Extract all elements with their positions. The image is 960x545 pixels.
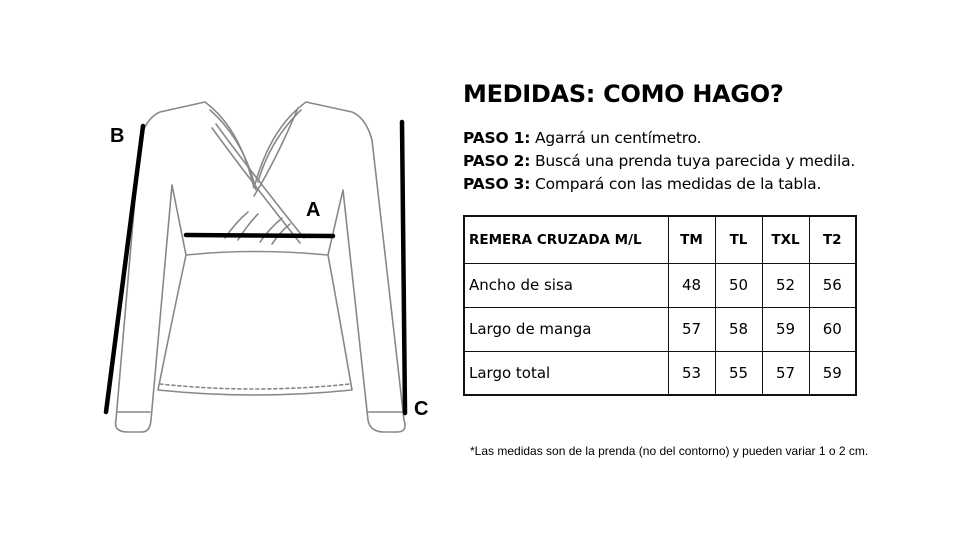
table-cell: 52 [762,263,809,307]
column-header: TL [715,216,762,263]
footnote: *Las medidas son de la prenda (no del contorno) y pueden variar 1 o 2 cm. [470,444,869,458]
table-cell: 48 [668,263,715,307]
table-cell: 60 [809,307,856,351]
garment-diagram [0,0,460,540]
measure-line-a [186,235,333,236]
step-label: PASO 3: [463,175,531,193]
table-cell: 57 [668,307,715,351]
row-label: Ancho de sisa [464,263,668,307]
table-cell: 59 [762,307,809,351]
step-text: Agarrá un centímetro. [530,129,702,147]
step-label: PASO 2: [463,152,531,170]
table-cell: 53 [668,351,715,395]
table-header-row [464,216,856,263]
table-row [464,263,856,307]
table-cell: 56 [809,263,856,307]
table-cell: 50 [715,263,762,307]
table-cell: 55 [715,351,762,395]
garment-outline [116,102,406,432]
step-2 [463,150,855,173]
step-text: Compará con las medidas de la tabla. [530,175,822,193]
measure-line-b [106,126,143,412]
label-c: C [414,398,429,420]
label-b: B [110,125,125,147]
wrap-top-drawing [0,0,460,540]
neckline-trim [210,110,301,190]
underbust-seam [186,252,328,256]
label-a: A [306,199,321,221]
hem-stitch [160,384,350,389]
step-label: PASO 1: [463,129,531,147]
table-row [464,307,856,351]
table-cell: 57 [762,351,809,395]
size-table [463,215,857,396]
column-header: T2 [809,216,856,263]
table-row [464,351,856,395]
measure-line-c [402,122,405,413]
steps-list [463,127,855,196]
step-1 [463,127,855,150]
step-3 [463,173,855,196]
table-cell: 59 [809,351,856,395]
column-header: TM [668,216,715,263]
column-header: REMERA CRUZADA M/L [464,216,668,263]
table-cell: 58 [715,307,762,351]
row-label: Largo de manga [464,307,668,351]
column-header: TXL [762,216,809,263]
page-title: MEDIDAS: COMO HAGO? [463,80,784,108]
step-text: Buscá una prenda tuya parecida y medila. [530,152,856,170]
row-label: Largo total [464,351,668,395]
